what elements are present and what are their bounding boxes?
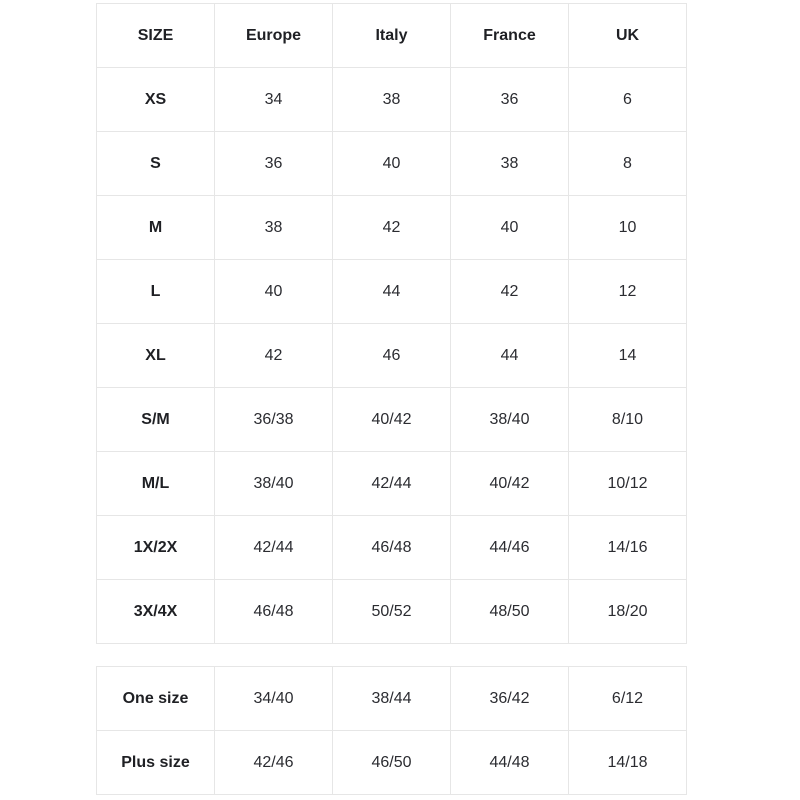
table-row: [97, 68, 687, 132]
size-conversion-table: [96, 3, 687, 644]
cell-italy: 46/50: [333, 731, 451, 795]
cell-europe: 42/44: [215, 516, 333, 580]
row-label: M: [97, 196, 215, 260]
cell-uk: 6: [569, 68, 687, 132]
cell-france: 40/42: [451, 452, 569, 516]
cell-europe: 38/40: [215, 452, 333, 516]
cell-italy: 40: [333, 132, 451, 196]
cell-italy: 46/48: [333, 516, 451, 580]
cell-france: 36: [451, 68, 569, 132]
cell-europe: 34: [215, 68, 333, 132]
table-row: [97, 731, 687, 795]
column-header-size: SIZE: [97, 4, 215, 68]
row-label: One size: [97, 667, 215, 731]
column-header-europe: Europe: [215, 4, 333, 68]
cell-italy: 40/42: [333, 388, 451, 452]
cell-france: 38: [451, 132, 569, 196]
cell-italy: 42/44: [333, 452, 451, 516]
row-label: 1X/2X: [97, 516, 215, 580]
cell-europe: 38: [215, 196, 333, 260]
column-header-italy: Italy: [333, 4, 451, 68]
table-row: [97, 580, 687, 644]
cell-france: 42: [451, 260, 569, 324]
cell-france: 36/42: [451, 667, 569, 731]
table-header-row: [97, 4, 687, 68]
cell-uk: 12: [569, 260, 687, 324]
table-row: [97, 132, 687, 196]
row-label: 3X/4X: [97, 580, 215, 644]
cell-france: 44: [451, 324, 569, 388]
row-label: S: [97, 132, 215, 196]
table-row: [97, 667, 687, 731]
table-row: [97, 516, 687, 580]
cell-italy: 38/44: [333, 667, 451, 731]
table-row: [97, 452, 687, 516]
row-label: XL: [97, 324, 215, 388]
row-label: XS: [97, 68, 215, 132]
cell-france: 44/48: [451, 731, 569, 795]
row-label: L: [97, 260, 215, 324]
row-label: S/M: [97, 388, 215, 452]
cell-france: 38/40: [451, 388, 569, 452]
column-header-france: France: [451, 4, 569, 68]
table-row: [97, 260, 687, 324]
cell-uk: 8/10: [569, 388, 687, 452]
cell-france: 48/50: [451, 580, 569, 644]
cell-uk: 18/20: [569, 580, 687, 644]
cell-italy: 46: [333, 324, 451, 388]
cell-uk: 14/18: [569, 731, 687, 795]
cell-france: 44/46: [451, 516, 569, 580]
cell-uk: 14/16: [569, 516, 687, 580]
cell-italy: 50/52: [333, 580, 451, 644]
cell-europe: 46/48: [215, 580, 333, 644]
row-label: Plus size: [97, 731, 215, 795]
cell-europe: 40: [215, 260, 333, 324]
row-label: M/L: [97, 452, 215, 516]
table-row: [97, 196, 687, 260]
cell-uk: 6/12: [569, 667, 687, 731]
cell-europe: 42/46: [215, 731, 333, 795]
table-row: [97, 388, 687, 452]
cell-europe: 42: [215, 324, 333, 388]
cell-europe: 36: [215, 132, 333, 196]
cell-uk: 14: [569, 324, 687, 388]
cell-italy: 42: [333, 196, 451, 260]
cell-italy: 44: [333, 260, 451, 324]
cell-europe: 36/38: [215, 388, 333, 452]
cell-uk: 10/12: [569, 452, 687, 516]
cell-france: 40: [451, 196, 569, 260]
cell-italy: 38: [333, 68, 451, 132]
column-header-uk: UK: [569, 4, 687, 68]
general-size-table: [96, 666, 687, 795]
cell-europe: 34/40: [215, 667, 333, 731]
cell-uk: 10: [569, 196, 687, 260]
table-row: [97, 324, 687, 388]
cell-uk: 8: [569, 132, 687, 196]
